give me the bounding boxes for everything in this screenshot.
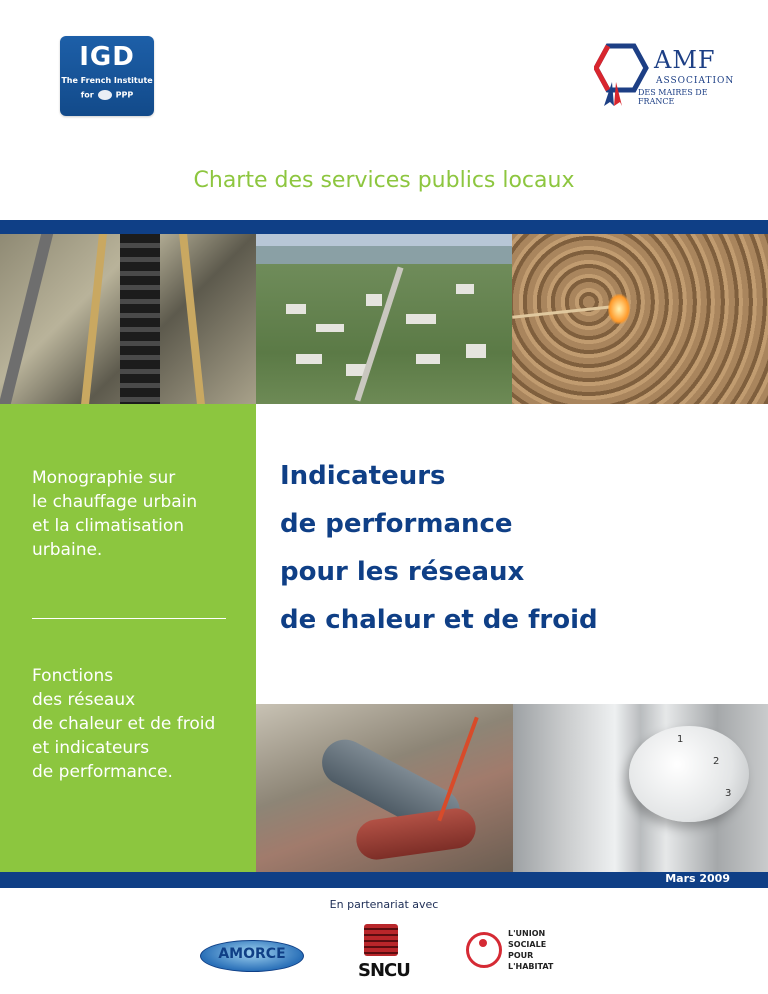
pipe-trench-photo: [0, 234, 256, 404]
igd-logo-ppp: PPP: [115, 90, 134, 100]
radiator-photo: [513, 704, 768, 872]
publication-date: Mars 2009: [665, 872, 730, 885]
panel-divider: [32, 618, 226, 619]
main-title: Indicateurs de performance pour les réseaux de chaleur et de froid: [280, 461, 598, 635]
amf-logo-line2: DES MAIRES DE FRANCE: [638, 88, 708, 106]
handshake-icon: [98, 90, 112, 100]
bottom-band: [0, 872, 768, 888]
sncu-mark-icon: [364, 924, 398, 956]
sncu-logo: [358, 922, 410, 986]
dial-number: 1: [677, 734, 684, 745]
thermostat-knob: [629, 726, 749, 822]
aerial-city-photo: [256, 234, 512, 404]
dial-number: 2: [713, 756, 720, 767]
charte-title: Charte des services publics locaux: [193, 168, 575, 193]
pipe-works-photo: [256, 704, 513, 872]
ush-mark-icon: [466, 932, 502, 968]
igd-logo-line1: The French Institute: [61, 76, 153, 85]
fonctions-text: Fonctions des réseaux de chaleur et de froid et indicateurs de performance.: [32, 666, 216, 782]
dial-number: 3: [725, 788, 732, 799]
ush-logo: [466, 926, 586, 976]
amf-logo-name: AMF: [654, 46, 716, 74]
sncu-logo-text: SNCU: [358, 960, 410, 981]
amorce-logo: [200, 934, 304, 974]
top-band: [0, 220, 768, 234]
amf-logo: [594, 40, 734, 110]
ush-logo-text: L'UNION SOCIALE POUR L'HABITAT: [508, 929, 554, 971]
amorce-logo-text: AMORCE: [218, 946, 286, 962]
igd-logo-name: IGD: [79, 42, 135, 72]
igd-logo-for: for: [80, 90, 94, 100]
igd-logo-line2: [60, 90, 154, 100]
wood-pellets-photo: [512, 234, 768, 404]
partner-label: En partenariat avec: [329, 898, 439, 911]
amf-logo-line1: ASSOCIATION: [656, 76, 735, 86]
igd-logo: [60, 36, 154, 116]
monographie-text: Monographie sur le chauffage urbain et la climatisation urbaine.: [32, 468, 198, 560]
